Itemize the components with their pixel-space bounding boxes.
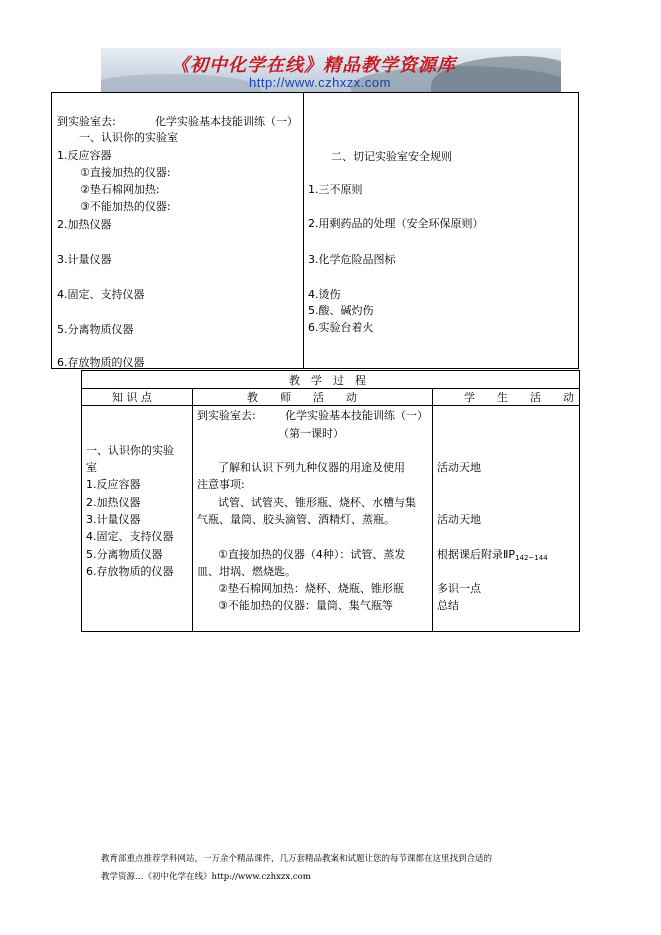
outline-heading-b: 化学实验基本技能训练（一）	[155, 115, 298, 128]
teacher-text: 气瓶、量筒、胶头滴管、酒精灯、蒸瓶。	[197, 513, 395, 526]
safety-item: 3.化学危险品图标	[308, 253, 396, 266]
teacher-text: 皿、坩埚、燃烧匙。	[197, 565, 296, 578]
safety-item: 6.实验台着火	[308, 321, 374, 334]
page-range: 142~144	[515, 554, 548, 562]
column-header-student: 学 生 活 动	[464, 391, 574, 404]
outline-heading-a: 到实验室去:	[57, 115, 116, 128]
outline-item: 6.存放物质的仪器	[57, 356, 145, 369]
teaching-process-table	[81, 370, 580, 632]
teacher-text: 注意事项:	[197, 478, 245, 491]
teacher-lesson: （第一课时）	[278, 427, 344, 440]
safety-item: 1.三不原则	[308, 183, 363, 196]
outline-item: 5.分离物质仪器	[57, 323, 134, 336]
banner-url[interactable]: http://www.czhxzx.com	[249, 75, 391, 90]
safety-item: 4.烫伤	[308, 288, 341, 301]
knowledge-line: 3.计量仪器	[86, 513, 141, 526]
teacher-text: ③不能加热的仪器：量筒、集气瓶等	[218, 599, 393, 612]
safety-item: 5.酸、碱灼伤	[308, 304, 374, 317]
teacher-text: ②垫石棉网加热：烧杯、烧瓶、锥形瓶	[218, 582, 404, 595]
student-activity: 活动天地	[437, 513, 481, 526]
column-header-teacher: 教 师 活 动	[247, 391, 357, 404]
table-divider	[192, 388, 193, 631]
outline-item: 4.固定、支持仪器	[57, 288, 145, 301]
knowledge-line: 1.反应容器	[86, 478, 141, 491]
table-rule	[82, 388, 579, 389]
appendix-ref: 根据课后附录ⅡP	[437, 548, 516, 561]
outline-section-1: 一、认识你的实验室	[79, 131, 178, 144]
process-title: 教 学 过 程	[289, 374, 366, 387]
student-activity: 多识一点	[437, 582, 481, 595]
lesson-outline-table	[51, 92, 579, 369]
table-divider	[432, 388, 433, 631]
knowledge-line: 5.分离物质仪器	[86, 548, 163, 561]
knowledge-line: 4.固定、支持仪器	[86, 530, 174, 543]
outline-section-2: 二、切记实验室安全规则	[331, 150, 452, 163]
knowledge-line: 6.存放物质的仪器	[86, 565, 174, 578]
outline-subitem: ③不能加热的仪器:	[80, 200, 171, 213]
column-header-knowledge: 知 识 点	[112, 391, 152, 404]
teacher-text: 了解和认识下列九种仪器的用途及使用	[218, 461, 405, 474]
knowledge-line: 一、认识你的实验	[86, 444, 174, 457]
table-rule	[82, 405, 579, 406]
student-activity: 总结	[437, 599, 459, 612]
teacher-text: 试管、试管夹、锥形瓶、烧杯、水槽与集	[218, 496, 416, 509]
knowledge-line: 室	[86, 461, 97, 474]
outline-item: 3.计量仪器	[57, 253, 112, 266]
table-divider	[303, 93, 304, 368]
outline-item: 1.反应容器	[57, 149, 112, 162]
outline-subitem: ①直接加热的仪器:	[80, 166, 171, 179]
teacher-text: ①直接加热的仪器（4种）：试管、蒸发	[218, 548, 406, 561]
knowledge-line: 2.加热仪器	[86, 496, 141, 509]
outline-item: 2.加热仪器	[57, 218, 112, 231]
footer-link[interactable]: 教学资源…《初中化学在线》http://www.czhxzx.com	[101, 872, 311, 882]
safety-item: 2.用剩药品的处理（安全环保原则）	[308, 217, 484, 230]
teacher-heading-a: 到实验室去:	[197, 409, 256, 422]
banner-title: 《初中化学在线》精品教学资源库	[171, 55, 456, 76]
site-banner	[101, 48, 561, 92]
student-activity	[437, 548, 548, 565]
footer-text: 教育部重点推荐学科网站，一万余个精品课件，几万套精品教案和试题让您的每节课都在这里找到合适的	[101, 854, 493, 864]
teacher-heading-b: 化学实验基本技能训练（一）	[285, 409, 428, 422]
student-activity: 活动天地	[437, 461, 481, 474]
outline-subitem: ②垫石棉网加热:	[80, 183, 160, 196]
